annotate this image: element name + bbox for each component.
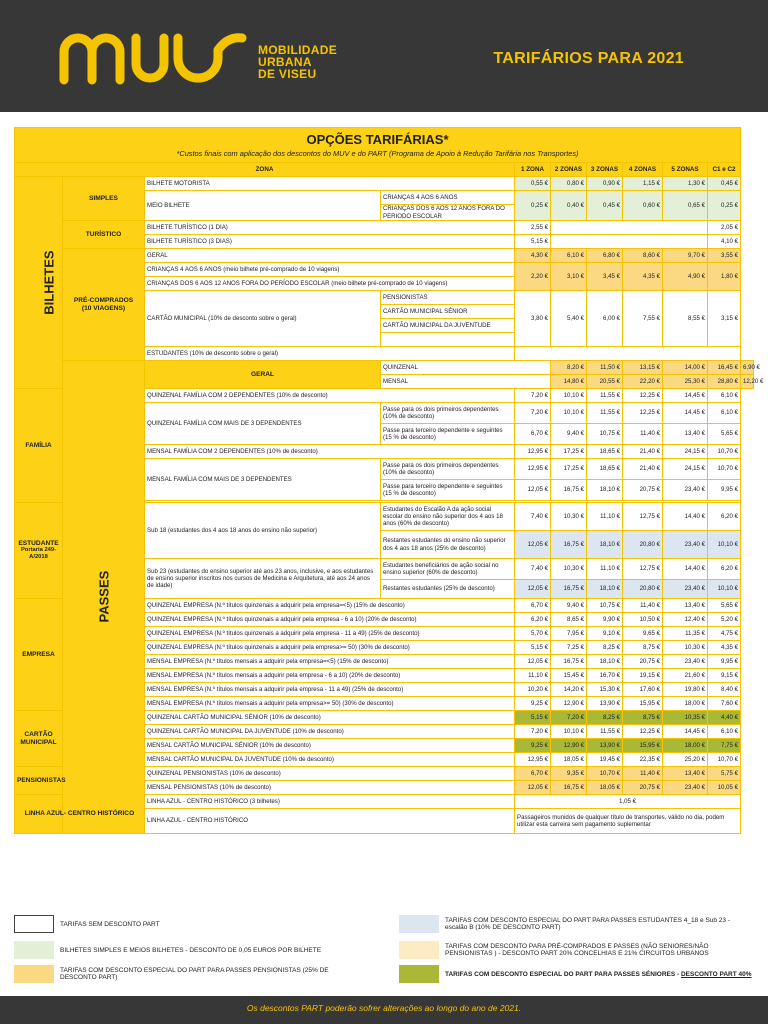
page-title: TARIFÁRIOS PARA 2021 (493, 50, 684, 67)
legend-item: TARIFAS SEM DESCONTO PART (14, 915, 384, 933)
table-row: QUINZENAL EMPRESA (N.º títulos quinzenais a adquirir pela empresa - 6 a 10) (20% de desconto) 6,20 € 8,65 € 9,90 € 10,50 € 12,40 € 5,20 € (15, 613, 754, 627)
options-title: OPÇÕES TARIFÁRIAS* (306, 132, 449, 147)
zone-3-header: 3 ZONAS (587, 163, 623, 177)
group-simples: SIMPLES (63, 177, 145, 221)
group-cartao-municipal: CARTÃO MUNICIPAL (15, 711, 63, 767)
table-row: MENSAL EMPRESA (N.º títulos mensais a adquirir pela empresa=<5) (15% de desconto) 12,05 € 16,75 € 18,10 € 20,75 € 23,40 € 9,95 € (15, 655, 754, 669)
group-pensionistas: PENSIONISTAS (15, 767, 63, 795)
group-linha-azul: LINHA AZUL- CENTRO HISTÓRICO (15, 795, 145, 834)
group-pre-comprados: PRÉ-COMPRADOS (10 VIAGENS) (63, 249, 145, 361)
table-row: BILHETES SIMPLES BILHETE MOTORISTA 0,55 € 0,80 € 0,90 € 1,15 € 1,30 € 0,45 € (15, 177, 754, 191)
zone-2-header: 2 ZONAS (551, 163, 587, 177)
footer-note: Os descontos PART poderão sofrer alterações ao longo do ano de 2021. (0, 996, 768, 1024)
table-row: QUINZENAL CARTÃO MUNICIPAL DA JUVENTUDE (10% de desconto) 7,20 € 10,10 € 11,55 € 12,25 € 14,45 € 6,10 € (15, 725, 754, 739)
swatch-olive (399, 965, 439, 983)
zone-1-header: 1 ZONA (515, 163, 551, 177)
tariff-table-wrapper (14, 127, 764, 834)
table-row: Restantes estudantes do ensino não superior dos 4 aos 18 anos (25% de desconto) 12,05 € 16,75 € 18,10 € 20,80 € 23,40 € 10,10 € (15, 531, 754, 559)
table-row: ESTUDANTES (10% de desconto sobre o geral) (15, 347, 754, 361)
table-row: LINHA AZUL- CENTRO HISTÓRICO LINHA AZUL - CENTRO HISTÓRICO (3 bilhetes) 1,05 € (15, 795, 754, 809)
table-row: Passe para terceiro dependente e seguintes (15 % de desconto) 12,05 € 16,75 € 18,10 € 20,75 € 23,40 € 9,95 € (15, 480, 754, 501)
legend-item: TARIFAS COM DESCONTO ESPECIAL DO PART PARA PASSES SÉNIORES - DESCONTO PART 40% (399, 965, 754, 983)
muv-logo (58, 28, 248, 86)
table-row: MENSAL EMPRESA (N.º títulos mensais a adquirir pela empresa>= 50) (30% de desconto) 9,25 € 12,90 € 13,90 € 15,95 € 18,00 € 7,60 € (15, 697, 754, 711)
legend-item: BILHETES SIMPLES E MEIOS BILHETES - DESCONTO DE 0,05 EUROS POR BILHETE (14, 941, 384, 959)
swatch-white (14, 915, 54, 933)
table-row: PENSIONISTAS QUINZENAL PENSIONISTAS (10% de desconto) 6,70 € 9,35 € 10,70 € 11,40 € 13,40 € 5,75 € (15, 767, 754, 781)
brand-name: MOBILIDADE URBANA DE VISEU (258, 43, 337, 81)
table-row: FAMÍLIA QUINZENAL FAMÍLIA COM 2 DEPENDENTES (10% de desconto) 7,20 € 10,10 € 11,55 € 12,25 € 14,45 € 6,10 € (15, 389, 754, 403)
legend-item: TARIFAS COM DESCONTO ESPECIAL DO PART PARA PASSES ESTUDANTES 4_18 e Sub 23 - escalão B (10% DE DESCONTO PART) (399, 915, 754, 933)
swatch-blue (399, 915, 439, 933)
table-row: MENSAL CARTÃO MUNICIPAL SÉNIOR (10% de desconto) 9,25 € 12,90 € 13,90 € 15,95 € 18,00 € 7,75 € (15, 739, 754, 753)
table-row: CARTÃO MUNICIPAL SÉNIOR (15, 305, 754, 319)
legend-item: TARIFAS COM DESCONTO PARA PRÉ-COMPRADOS E PASSES (NÃO SENIORES/NÃO PENSIONISTAS ) - DESCONTO PART 20% CONCELHIAS E 21% CIRCUITOS URBANOS (399, 941, 754, 959)
table-row: Passe para terceiro dependente e seguintes (15 % de desconto) 6,70 € 9,40 € 10,75 € 11,40 € 13,40 € 5,65 € (15, 424, 754, 445)
section-bilhetes: BILHETES (15, 177, 63, 389)
table-row: Restantes estudantes (25% de desconto) 12,05 € 16,75 € 18,10 € 20,80 € 23,40 € 10,10 € (15, 580, 754, 599)
table-row: ESTUDANTE Portaria 249-A/2018 Sub 18 (estudantes dos 4 aos 18 anos do ensino não superior) Estudantes do Escalão A da ação social escolar do ensino não superior dos 4 aos 18 anos (60% de desconto) 7,40 € 10,30 € 11,10 € 12,75 € 14,40 € 6,20 € (15, 503, 754, 531)
group-familia: FAMÍLIA (15, 389, 63, 503)
table-row: PRÉ-COMPRADOS (10 VIAGENS) GERAL 4,30 € 6,10 € 6,80 € 8,60 € 9,70 € 3,55 € (15, 249, 754, 263)
table-row: MENSAL PENSIONISTAS (10% de desconto) 12,05 € 16,75 € 18,05 € 20,75 € 23,40 € 10,05 € (15, 781, 754, 795)
group-empresa: EMPRESA (15, 599, 63, 711)
table-row: CARTÃO MUNICIPAL (10% de desconto sobre o geral) PENSIONISTAS 3,80 € 5,40 € 6,00 € 7,55 € 8,55 € 3,15 € (15, 291, 754, 305)
table-row: CRIANÇAS DOS 6 AOS 12 ANOS FORA DO PERÍODO ESCOLAR (meio bilhete pré-comprado de 10 viagens) (15, 277, 754, 291)
zone-col-header: ZONA (15, 163, 515, 177)
swatch-green (14, 941, 54, 959)
table-row: CARTÃO MUNICIPAL QUINZENAL CARTÃO MUNICIPAL SÉNIOR (10% de desconto) 5,15 € 7,20 € 8,25 € 8,75 € 10,35 € 4,40 € (15, 711, 754, 725)
table-row: CRIANÇAS 4 AOS 6 ANOS (meio bilhete pré-comprado de 10 viagens) 2,20 € 3,10 € 3,45 € 4,35 € 4,90 € 1,80 € (15, 263, 754, 277)
section-passes: PASSES (63, 361, 145, 834)
group-estudante: ESTUDANTE Portaria 249-A/2018 (15, 503, 63, 599)
table-row: MEIO BILHETE CRIANÇAS 4 AOS 6 ANOS 0,25 € 0,40 € 0,45 € 0,60 € 0,65 € 0,25 € (15, 191, 754, 205)
table-row: QUINZENAL EMPRESA (N.º títulos quinzenais a adquirir pela empresa - 11 a 49) (25% de desconto) 5,70 € 7,95 € 9,10 € 9,65 € 11,35 € 4,75 € (15, 627, 754, 641)
legend-item: TARIFAS COM DESCONTO ESPECIAL DO PART PARA PASSES PENSIONISTAS (25% DE DESCONTO PART) (14, 965, 344, 983)
header (0, 0, 768, 112)
zone-c1c2-header: C1 e C2 (708, 163, 741, 177)
group-geral: GERAL (145, 361, 381, 389)
table-row: MENSAL CARTÃO MUNICIPAL DA JUVENTUDE (10% de desconto) 12,95 € 18,05 € 19,45 € 22,35 € 25,20 € 10,70 € (15, 753, 754, 767)
table-row: QUINZENAL EMPRESA (N.º títulos quinzenais a adquirir pela empresa>= 50) (30% de desconto) 5,15 € 7,25 € 8,25 € 8,75 € 10,30 € 4,35 € (15, 641, 754, 655)
table-row: LINHA AZUL - CENTRO HISTÓRICO Passageiros munidos de qualquer título de transportes, válido no dia, podem utilizar esta carreira sem pagamento suplementar (15, 809, 754, 834)
table-row: MENSAL EMPRESA (N.º títulos mensais a adquirir pela empresa - 6 a 10) (20% de desconto) 11,10 € 15,45 € 16,70 € 19,15 € 21,60 € 9,15 € (15, 669, 754, 683)
table-row: QUINZENAL FAMÍLIA COM MAIS DE 3 DEPENDENTES Passe para os dois primeiros dependentes (10% de desconto) 7,20 € 10,10 € 11,55 € 12,25 € 14,45 € 6,10 € (15, 403, 754, 424)
swatch-cream (399, 941, 439, 959)
table-row: TURÍSTICO BILHETE TURÍSTICO (1 DIA) 2,55 € 2,05 € (15, 221, 754, 235)
zone-header-row (15, 163, 754, 177)
table-row: MENSAL 14,80 € 20,55 € 22,20 € 25,30 € 28,80 € 12,20 € (15, 375, 754, 389)
table-row: CRIANÇAS DOS 6 AOS 12 ANOS FORA DO PERIODO ESCOLAR (15, 205, 754, 221)
table-row: PASSES GERAL QUINZENAL 8,20 € 11,50 € 13,15 € 14,00 € 16,45 € 6,90 € (15, 361, 754, 375)
zone-5-header: 5 ZONAS (663, 163, 708, 177)
group-turistico: TURÍSTICO (63, 221, 145, 249)
table-row: MENSAL FAMÍLIA COM 2 DEPENDENTES (10% de desconto) 12,95 € 17,25 € 18,65 € 21,40 € 24,15 € 10,70 € (15, 445, 754, 459)
table-row: CARTÃO MUNICIPAL DA JUVENTUDE (15, 319, 754, 333)
options-subtitle: *Custos finais com aplicação dos descontos do MUV e do PART (Programa de Apoio à Redução Tarifária nos Transportes) (176, 149, 579, 158)
swatch-orange (14, 965, 54, 983)
table-row: MENSAL FAMÍLIA COM MAIS DE 3 DEPENDENTES Passe para os dois primeiros dependentes (10% de desconto) 12,95 € 17,25 € 18,65 € 21,40 € 24,15 € 10,70 € (15, 459, 754, 480)
table-row: MENSAL EMPRESA (N.º títulos mensais a adquirir pela empresa - 11 a 49) (25% de desconto) 10,20 € 14,20 € 15,30 € 17,60 € 19,80 € 8,40 € (15, 683, 754, 697)
options-header (15, 128, 754, 163)
zone-4-header: 4 ZONAS (623, 163, 663, 177)
table-row: EMPRESA QUINZENAL EMPRESA (N.º títulos quinzenais a adquirir pela empresa=<5) (15% de desconto) 6,70 € 9,40 € 10,75 € 11,40 € 13,40 € 5,65 € (15, 599, 754, 613)
tariff-table (14, 127, 764, 834)
table-row: Sub 23 (estudantes do ensino superior até aos 23 anos, inclusive, e aos estudantes de ensino superior inscritos nos cursos de Medicina e Arquitetura, até aos 24 anos de idade) Estudantes beneficiários de ação social no ensino superior (60% de desconto) 7,40 € 10,30 € 11,10 € 12,75 € 14,40 € 6,20 € (15, 559, 754, 580)
table-row: BILHETE TURÍSTICO (3 DIAS) 5,15 € 4,10 € (15, 235, 754, 249)
